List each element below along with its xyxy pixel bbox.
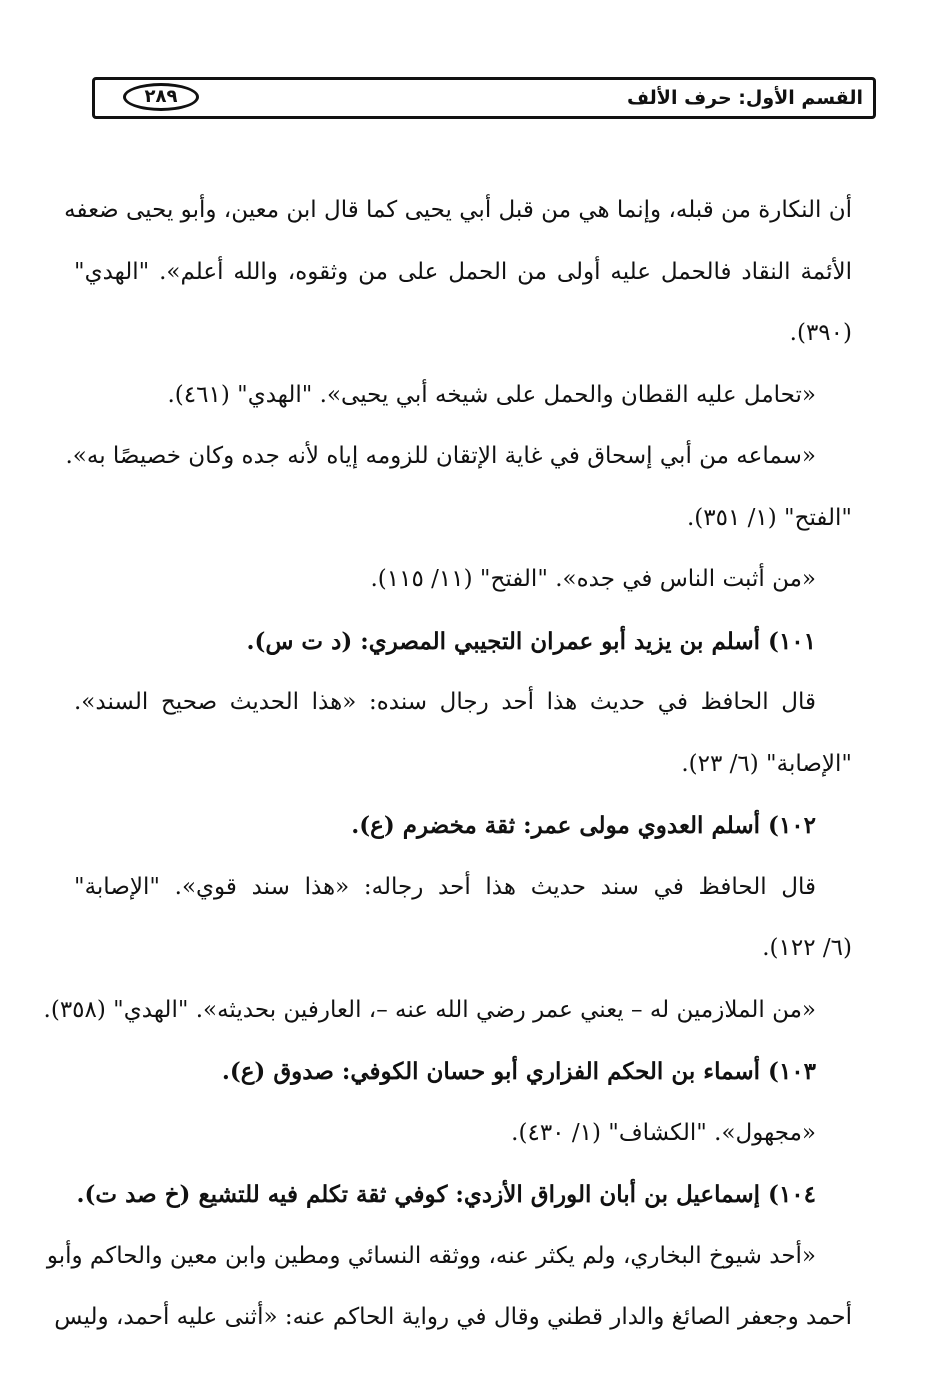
quote-line: «من أثبت الناس في جده». "الفتح" (١١/ ١١٥). (370, 566, 816, 592)
quote-line: «من الملازمين له – يعني عمر رضي الله عنه –، العارفين بحديثه». "الهدي" (٣٥٨). (43, 996, 816, 1023)
text-line: الأئمة النقاد فالحمل عليه أولى من الحمل على من وثقوه، والله أعلم». "الهدي" (74, 258, 852, 285)
entry-heading-102: ١٠٢) أسلم العدوي مولى عمر: ثقة مخضرم (ع). (351, 812, 816, 839)
quote-line: «مجهول». "الكشاف" (١/ ٤٣٠). (511, 1119, 816, 1146)
entry-heading-104: ١٠٤) إسماعيل بن أبان الوراق الأزدي: كوفي ثقة تكلم فيه للتشيع (خ صد ت). (76, 1181, 816, 1208)
entry-heading-103: ١٠٣) أسماء بن الحكم الفزاري أبو حسان الكوفي: صدوق (ع). (221, 1058, 816, 1085)
running-header (92, 77, 876, 119)
entry-heading-101: ١٠١) أسلم بن يزيد أبو عمران التجيبي المصري: (د ت س). (246, 627, 816, 655)
citation-line: "الإصابة" (٦/ ٢٣). (681, 750, 852, 777)
text-line: (٣٩٠). (789, 320, 852, 346)
text-line: أحمد وجعفر الصائغ والدار قطني وقال في رواية الحاكم عنه: «أثنى عليه أحمد، وليس (54, 1304, 852, 1330)
page-number: ٢٨٩ (123, 83, 199, 111)
text-line: قال الحافظ في سند حديث هذا أحد رجاله: «هذا سند قوي». "الإصابة" (74, 873, 816, 900)
text-line: قال الحافظ في حديث هذا أحد رجال سنده: «هذا الحديث صحيح السند». (74, 689, 816, 715)
quote-line: «أحد شيوخ البخاري، ولم يكثر عنه، ووثقه النسائي ومطين وابن معين والحاكم وأبو (46, 1242, 816, 1269)
page-body (43, 180, 852, 1349)
section-title: القسم الأول: حرف الألف (627, 87, 863, 109)
citation-line: "الفتح" (١/ ٣٥١). (686, 504, 852, 531)
citation-line: (٦/ ١٢٢). (762, 935, 852, 961)
text-line: أن النكارة من قبله، وإنما هي من قبل أبي يحيى كما قال ابن معين، وأبو يحيى ضعفه (64, 197, 852, 223)
quote-line: «تحامل عليه القطان والحمل على شيخه أبي يحيى». "الهدي" (٤٦١). (167, 381, 816, 408)
quote-line: «سماعه من أبي إسحاق في غاية الإتقان للزومه إياه لأنه جده وكان خصيصًا به». (65, 443, 816, 469)
